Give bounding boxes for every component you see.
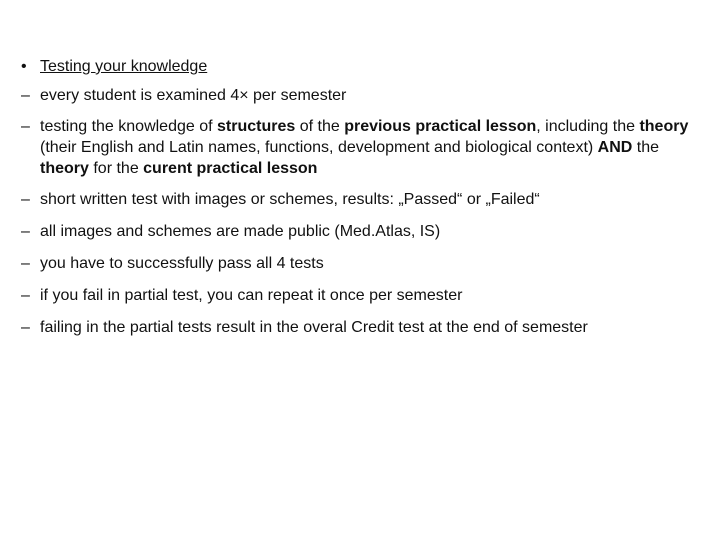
list-item — [20, 317, 710, 338]
item-segment-bold: previous practical lesson — [344, 118, 537, 135]
item-segment: the — [632, 139, 660, 156]
bullet-icon: • — [21, 58, 27, 75]
dash-icon: – — [21, 255, 30, 272]
item-text — [40, 189, 710, 210]
list-heading — [20, 56, 710, 77]
item-segment-bold: theory — [40, 160, 89, 177]
item-segment: every student is examined 4× per semester — [40, 87, 347, 104]
dash-icon: – — [21, 118, 30, 135]
item-segment: for the — [88, 160, 144, 177]
item-segment: if you fail in partial test, you can repeat it once per semester — [40, 287, 463, 304]
item-text — [40, 253, 710, 274]
item-segment-bold: AND — [597, 139, 633, 156]
dash-icon: – — [21, 319, 30, 336]
item-segment: , including the — [536, 118, 640, 135]
item-segment-bold: theory — [639, 118, 689, 135]
item-text — [40, 317, 710, 338]
dash-icon: – — [21, 191, 30, 208]
bullet-list — [20, 56, 710, 349]
list-item — [20, 221, 710, 242]
list-item — [20, 85, 710, 106]
item-segment: of the — [295, 118, 345, 135]
list-item — [20, 116, 710, 179]
item-text — [40, 285, 710, 306]
item-text — [40, 116, 710, 179]
item-segment: testing the knowledge of — [40, 118, 218, 135]
item-text — [40, 221, 710, 242]
dash-icon: – — [21, 223, 30, 240]
item-text — [40, 85, 710, 106]
item-segment: you have to successfully pass all 4 tests — [40, 255, 324, 272]
item-segment: failing in the partial tests result in the overal Credit test at the end of semester — [40, 319, 588, 336]
item-segment: all images and schemes are made public (Med.Atlas, IS) — [40, 223, 441, 240]
dash-icon: – — [21, 87, 30, 104]
item-segment: short written test with images or schemes, results: „Passed“ or „Failed“ — [40, 191, 540, 208]
dash-icon: – — [21, 287, 30, 304]
list-item — [20, 285, 710, 306]
item-segment-bold: structures — [217, 118, 296, 135]
heading-text: Testing your knowledge — [40, 58, 208, 75]
item-segment: (their English and Latin names, functions, development and biological context) — [40, 139, 598, 156]
list-item — [20, 189, 710, 210]
list-item — [20, 253, 710, 274]
item-segment-bold: curent practical lesson — [143, 160, 318, 177]
